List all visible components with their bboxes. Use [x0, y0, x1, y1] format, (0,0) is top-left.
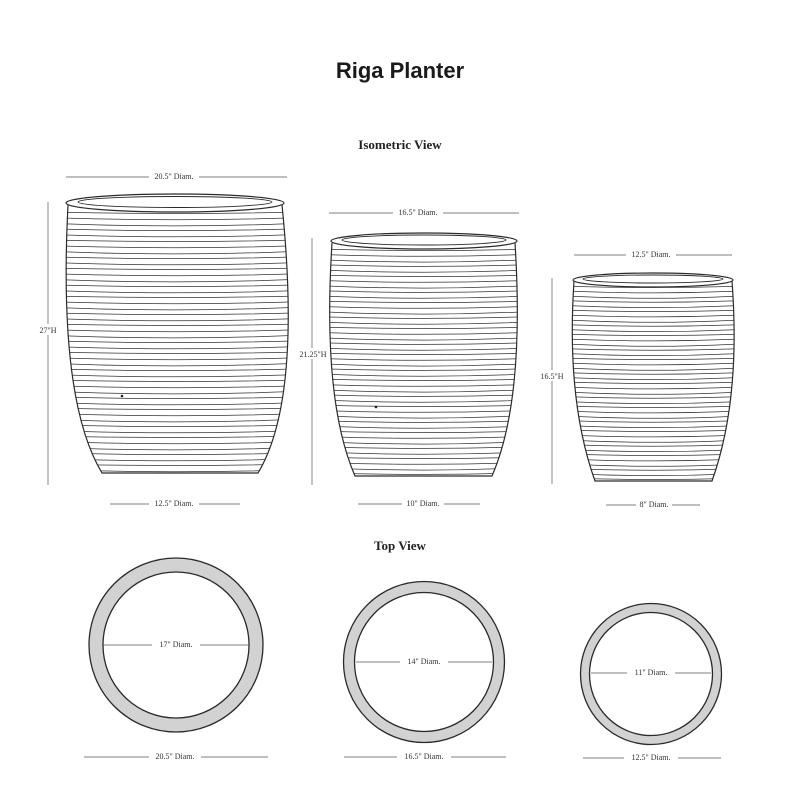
rib-line — [50, 408, 300, 410]
rib-line — [315, 400, 532, 402]
rib-line — [50, 313, 300, 315]
rib-line — [50, 363, 300, 366]
outer-diameter-label: 20.5" Diam. — [155, 752, 195, 761]
rib-line — [315, 436, 532, 438]
top-view-heading: Top View — [374, 538, 426, 553]
base-diameter-label: 8" Diam. — [639, 500, 669, 509]
top-diameter-label: 16.5" Diam. — [398, 208, 438, 217]
rib-line — [50, 268, 300, 270]
rib-line — [50, 425, 300, 427]
rib-line — [560, 348, 746, 350]
rib-line — [315, 473, 532, 475]
rib-line — [315, 337, 532, 340]
rib-line — [50, 240, 300, 242]
rib-line — [50, 447, 300, 450]
inner-diameter-label: 14" Diam. — [407, 657, 441, 666]
rib-line — [315, 353, 532, 355]
rib-line — [560, 392, 746, 395]
rib-line — [50, 262, 300, 264]
drain-mark — [121, 395, 124, 398]
rib-line — [560, 444, 746, 446]
rib-line — [50, 257, 300, 259]
rib-line — [560, 358, 746, 360]
rib-line — [560, 329, 746, 331]
rib-line — [50, 246, 300, 248]
outer-diameter-label: 12.5" Diam. — [631, 753, 671, 762]
rib-line — [50, 302, 300, 304]
rib-line — [50, 369, 300, 371]
planter-small-top — [581, 604, 722, 764]
rib-line — [315, 332, 532, 334]
rib-line — [50, 218, 300, 220]
rib-line — [315, 306, 532, 308]
rib-line — [50, 436, 300, 438]
rib-line — [560, 382, 746, 384]
inner-diameter-label: 17" Diam. — [159, 640, 193, 649]
rim-inner — [78, 197, 272, 208]
rib-line — [560, 396, 746, 398]
rib-line — [315, 254, 532, 256]
rib-line — [50, 380, 300, 382]
rib-line — [315, 415, 532, 418]
rib-line — [315, 317, 532, 319]
rib-line — [315, 447, 532, 449]
rib-line — [50, 290, 300, 292]
rib-line — [50, 318, 300, 320]
rib-line — [315, 358, 532, 360]
rib-line — [315, 327, 532, 329]
rib-line — [50, 251, 300, 254]
rib-line — [315, 275, 532, 277]
rib-line — [50, 458, 300, 460]
rib-line — [50, 335, 300, 338]
rib-line — [50, 307, 300, 310]
rib-line — [315, 280, 532, 282]
rib-line — [560, 435, 746, 437]
rib-line — [315, 410, 532, 412]
rib-line — [560, 387, 746, 389]
rib-line — [50, 430, 300, 432]
base-diameter-label: 12.5" Diam. — [154, 499, 194, 508]
rib-line — [50, 223, 300, 226]
rib-line — [315, 421, 532, 423]
rib-line — [315, 426, 532, 428]
rib-line — [560, 478, 746, 480]
rib-line — [315, 285, 532, 288]
rib-line — [50, 229, 300, 231]
rib-line — [560, 363, 746, 365]
rib-line — [315, 441, 532, 444]
height-label: 16.5"H — [540, 372, 564, 381]
rim-inner — [342, 235, 506, 245]
rib-line — [560, 372, 746, 374]
rib-line — [560, 291, 746, 293]
planter-medium-iso — [296, 207, 532, 509]
rib-line — [560, 406, 746, 408]
rib-line — [560, 411, 746, 413]
drain-mark — [375, 406, 378, 409]
rib-line — [315, 363, 532, 366]
outer-diameter-label: 16.5" Diam. — [404, 752, 444, 761]
isometric-view-heading: Isometric View — [358, 137, 442, 152]
rib-line — [315, 291, 532, 293]
planter-small-iso — [537, 249, 746, 510]
planter-large-iso — [36, 171, 300, 509]
rib-line — [50, 279, 300, 282]
rib-line — [315, 379, 532, 381]
rib-line — [315, 343, 532, 345]
top-diameter-label: 12.5" Diam. — [631, 250, 671, 259]
rib-line — [560, 339, 746, 341]
rib-line — [560, 368, 746, 371]
rib-line — [50, 453, 300, 455]
ribs — [50, 212, 300, 472]
rib-line — [560, 473, 746, 475]
rib-line — [50, 274, 300, 276]
rib-line — [50, 285, 300, 287]
rib-line — [315, 462, 532, 464]
rib-line — [560, 320, 746, 323]
planter-large-top — [84, 558, 268, 762]
rib-line — [315, 348, 532, 350]
rib-line — [315, 301, 532, 303]
rib-line — [560, 334, 746, 336]
rib-line — [50, 352, 300, 354]
rib-line — [315, 467, 532, 470]
rib-line — [560, 420, 746, 422]
rib-line — [560, 449, 746, 451]
top-diameter-label: 20.5" Diam. — [154, 172, 194, 181]
rib-line — [50, 234, 300, 236]
rib-line — [315, 369, 532, 371]
rib-line — [315, 259, 532, 262]
rib-line — [50, 296, 300, 298]
rib-line — [50, 358, 300, 360]
rib-line — [315, 389, 532, 392]
rib-line — [560, 315, 746, 317]
rib-line — [315, 395, 532, 397]
rib-line — [315, 431, 532, 433]
planter-medium-top — [344, 582, 507, 763]
rib-line — [50, 324, 300, 326]
base-diameter-label: 10" Diam. — [406, 499, 440, 508]
rib-line — [560, 324, 746, 326]
rib-line — [50, 391, 300, 394]
rib-line — [50, 330, 300, 332]
rib-line — [315, 265, 532, 267]
rib-line — [560, 344, 746, 347]
rib-line — [315, 374, 532, 376]
rib-line — [50, 470, 300, 472]
rib-line — [560, 425, 746, 427]
rib-line — [560, 401, 746, 403]
rim-inner — [583, 275, 723, 283]
rib-line — [560, 454, 746, 456]
rib-line — [560, 310, 746, 312]
ribs — [315, 249, 532, 474]
height-label: 21.25"H — [299, 350, 327, 359]
rib-line — [560, 300, 746, 302]
rib-line — [50, 386, 300, 388]
rib-line — [560, 468, 746, 470]
rib-line — [315, 322, 532, 324]
page-title: Riga Planter — [335, 58, 465, 83]
rib-line — [560, 440, 746, 443]
rib-line — [50, 341, 300, 343]
rib-line — [315, 405, 532, 407]
rib-line — [560, 353, 746, 355]
height-label: 27"H — [39, 326, 57, 335]
rib-line — [315, 311, 532, 314]
rib-line — [315, 296, 532, 298]
rib-line — [50, 402, 300, 404]
rib-line — [50, 374, 300, 376]
rib-line — [315, 452, 532, 454]
rib-line — [560, 377, 746, 379]
ribs — [560, 286, 746, 480]
rib-line — [560, 305, 746, 307]
rib-line — [50, 397, 300, 399]
rib-line — [315, 384, 532, 386]
rib-line — [50, 346, 300, 348]
rib-line — [50, 414, 300, 416]
rib-line — [315, 270, 532, 272]
rib-line — [560, 430, 746, 432]
rib-line — [50, 419, 300, 422]
inner-diameter-label: 11" Diam. — [634, 668, 668, 677]
rib-line — [560, 416, 746, 419]
rib-line — [560, 296, 746, 299]
